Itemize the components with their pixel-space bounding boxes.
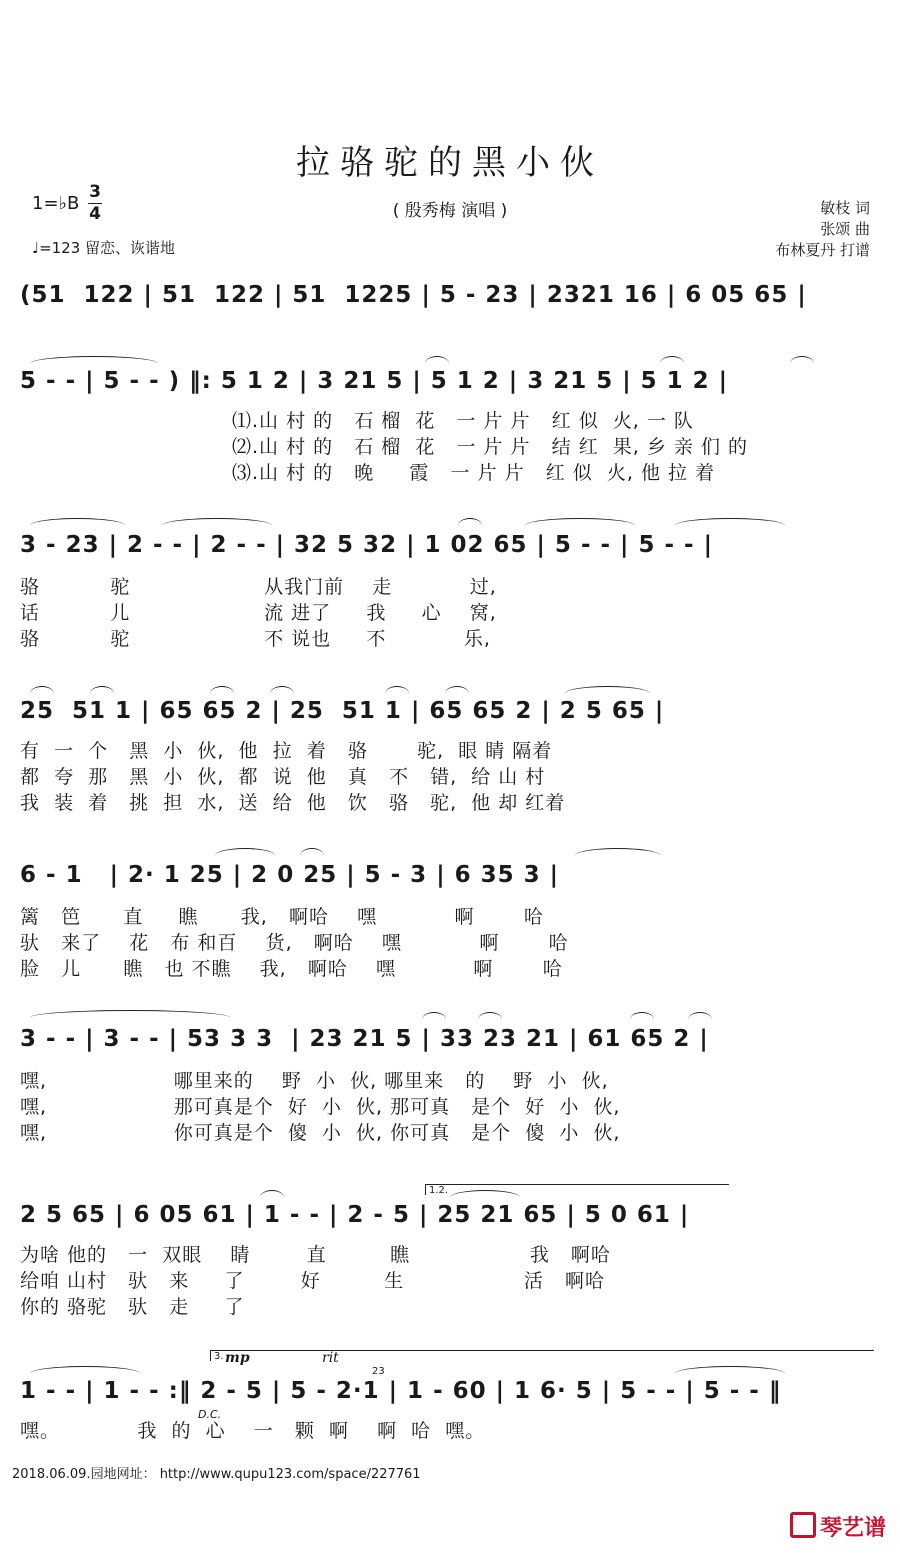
slur-mark [525,518,635,533]
score-row-6 [20,1026,880,1146]
tie-mark [675,518,785,533]
notation-line: 1 - - | 1 - - :‖ 2 - 5 | 5 - 2·1 | 1 - 60 | 1 6· 5 | 5 - - | 5 - - ‖ [20,1378,782,1404]
lyric-verse-2: 嘿, 那可真是个 好 小 伙, 那可真 是个 好 小 伙, [20,1096,621,1118]
lyric-verse-1: 骆 驼 从我门前 走 过, [20,576,497,598]
notation-line: 6 - 1 | 2· 1 25 | 2 0 25 | 5 - 3 | 6 35 3 | [20,862,560,888]
volta-bracket: 1.2. [425,1184,729,1195]
composer-credit: 张颂 曲 [820,220,870,238]
slur-mark [422,1012,446,1027]
slur-mark [478,1012,502,1027]
score-row-3 [20,532,880,652]
lyric-verse-1: 嘿。 我 的 心 一 颗 啊 啊 哈 嘿。 [20,1420,486,1442]
time-signature-bottom: 4 [89,204,101,224]
notation-line: 3 - 23 | 2 - - | 2 - - | 32 5 32 | 1 02 65 | 5 - - | 5 - - | [20,532,713,558]
lyric-verse-1: 为啥 他的 一 双眼 睛 直 瞧 我 啊哈 [20,1244,611,1266]
lyric-verse-3: ⑶.山 村 的 晚 霞 一 片 片 红 似 火, 他 拉 着 [232,462,716,484]
logo-icon [790,1512,816,1538]
tempo-marking: ♩=123 留恋、诙谐地 [32,239,176,257]
da-capo-marking: D.C. [198,1408,222,1421]
slur-mark [300,848,324,863]
key-signature: 1=♭B [32,193,80,214]
lyric-verse-3: 脸 儿 瞧 也 不瞧 我, 啊哈 嘿 啊 哈 [20,958,563,980]
notation-line: 3 - - | 3 - - | 53 3 3 | 23 21 5 | 33 23 21 | 61 65 2 | [20,1026,709,1052]
lyric-verse-2: ⑵.山 村 的 石 榴 花 一 片 片 结 红 果, 乡 亲 们 的 [232,436,748,458]
tie-mark [162,518,272,533]
slur-mark [215,848,275,863]
notation-line: 5 - - | 5 - - ) ‖: 5 1 2 | 3 21 5 | 5 1 2 | 3 21 5 | 5 1 2 | [20,368,729,394]
performer-subtitle: ( 殷秀梅 演唱 ) [392,201,508,221]
lyric-verse-2: 都 夸 那 黑 小 伙, 都 说 他 真 不 错, 给 山 村 [20,766,546,788]
score-row-2 [20,368,880,488]
score-row-4 [20,698,880,818]
tie-mark [30,1010,230,1025]
time-signature-top: 3 [89,182,101,202]
slur-mark [630,1012,654,1027]
slur-mark [688,1012,712,1027]
ritardando-marking: rit [322,1350,339,1366]
slur-mark [575,848,660,863]
volta-bracket: 3. [210,1350,874,1361]
lyric-verse-3: 我 装 着 挑 担 水, 送 给 他 饮 骆 驼, 他 却 红着 [20,792,566,814]
lyric-verse-3: 骆 驼 不 说也 不 乐, [20,628,491,650]
notation-line: 2 5 65 | 6 05 61 | 1 - - | 2 - 5 | 25 21 65 | 5 0 61 | [20,1202,690,1228]
slur-mark [30,518,125,533]
slur-mark [458,518,482,533]
footer-url: 2018.06.09.园地网址： http://www.qupu123.com/space/227761 [12,1467,421,1482]
score-row-1 [20,282,880,322]
lyric-verse-3: 你的 骆驼 驮 走 了 [20,1296,245,1318]
score-row-8 [20,1350,880,1448]
notation-line: (51 122 | 51 122 | 51 1225 | 5 - 23 | 2321 16 | 6 05 65 | [20,282,807,308]
lyric-verse-1: 篱 笆 直 瞧 我, 啊哈 嘿 啊 哈 [20,906,544,928]
lyricist-credit: 敏枝 词 [820,199,870,217]
lyric-verse-2: 给咱 山村 驮 来 了 好 生 活 啊哈 [20,1270,605,1292]
notation-line: 25 51 1 | 65 65 2 | 25 51 1 | 65 65 2 | 2 5 65 | [20,698,665,724]
score-row-7 [20,1185,880,1322]
dynamic-mp: mp [225,1350,250,1366]
score-title: 拉骆驼的黑小伙 [296,143,604,183]
lyric-verse-1: 嘿, 哪里来的 野 小 伙, 哪里来 的 野 小 伙, [20,1070,609,1092]
site-logo [790,1511,886,1542]
lyric-verse-2: 话 儿 流 进了 我 心 窝, [20,602,497,624]
score-row-5 [20,862,880,982]
grace-notes: 23 [372,1366,385,1377]
lyric-verse-2: 驮 来了 花 布 和百 货, 啊哈 嘿 啊 哈 [20,932,569,954]
lyric-verse-1: ⑴.山 村 的 石 榴 花 一 片 片 红 似 火, 一 队 [232,410,694,432]
arranger-credit: 布林夏丹 打谱 [775,241,870,259]
lyric-verse-3: 嘿, 你可真是个 傻 小 伙, 你可真 是个 傻 小 伙, [20,1122,621,1144]
logo-text: 琴艺谱 [819,1516,886,1541]
time-signature [88,183,102,224]
lyric-verse-1: 有 一 个 黑 小 伙, 他 拉 着 骆 驼, 眼 睛 隔着 [20,740,553,762]
